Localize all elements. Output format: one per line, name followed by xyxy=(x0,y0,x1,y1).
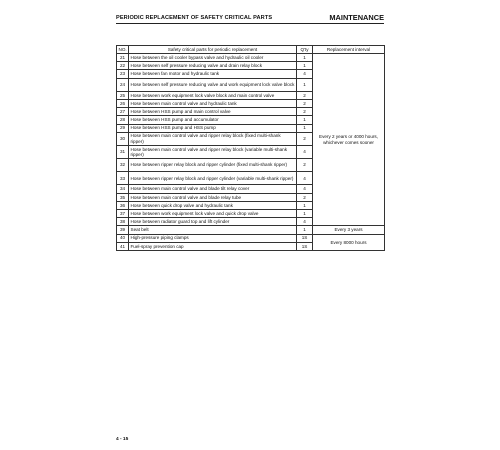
row-number: 40 xyxy=(117,234,129,242)
safety-parts-table xyxy=(116,45,385,251)
part-quantity: 2 xyxy=(297,193,313,201)
part-quantity: 1 xyxy=(297,201,313,209)
row-number: 23 xyxy=(117,70,129,78)
row-number: 37 xyxy=(117,210,129,218)
part-description: Hose between the oil cooler bypass valve and hydraulic oil cooler xyxy=(129,54,297,62)
interval-hoses: Every 2 years or 4000 hours, whichever comes sooner xyxy=(313,54,385,226)
table-row xyxy=(117,234,385,242)
part-description: Hose between work equipment lock valve and quick drop valve xyxy=(129,210,297,218)
part-description: Seat belt xyxy=(129,226,297,234)
part-description: Hose between main control valve and hydraulic tank xyxy=(129,99,297,107)
row-number: 28 xyxy=(117,116,129,124)
part-quantity: 1 xyxy=(297,116,313,124)
part-quantity: 1 xyxy=(297,210,313,218)
row-number: 38 xyxy=(117,218,129,226)
row-number: 36 xyxy=(117,201,129,209)
interval-seat-belt: Every 3 years xyxy=(313,226,385,234)
row-number: 39 xyxy=(117,226,129,234)
part-quantity: 2 xyxy=(297,159,313,172)
part-description: Hose between self pressure reducing valve and work equipment lock valve block xyxy=(129,78,297,91)
chapter-title: MAINTENANCE xyxy=(329,13,384,22)
column-header-parts: Safety critical parts for periodic replacement xyxy=(129,46,297,54)
part-quantity: 1 xyxy=(297,62,313,70)
part-quantity: 2 xyxy=(297,132,313,145)
header-rule xyxy=(116,23,384,24)
part-quantity: 4 xyxy=(297,145,313,158)
part-description: Hose between quick drop valve and hydraulic tank xyxy=(129,201,297,209)
part-quantity: 4 xyxy=(297,218,313,226)
part-description: Hose between main control valve and blade tilt relay cover xyxy=(129,185,297,193)
part-description: Hose between radiator guard top and lift cylinder xyxy=(129,218,297,226)
row-number: 35 xyxy=(117,193,129,201)
row-number: 22 xyxy=(117,62,129,70)
part-quantity: 1 xyxy=(297,124,313,132)
row-number: 41 xyxy=(117,242,129,250)
row-number: 32 xyxy=(117,159,129,172)
row-number: 30 xyxy=(117,132,129,145)
row-number: 33 xyxy=(117,172,129,185)
part-quantity: 1S xyxy=(297,242,313,250)
part-quantity: 1 xyxy=(297,54,313,62)
part-description: Hose between main control valve and blade relay tube xyxy=(129,193,297,201)
table-row xyxy=(117,226,385,234)
row-number: 34 xyxy=(117,185,129,193)
row-number: 29 xyxy=(117,124,129,132)
part-description: Hose between main control valve and ripper relay block (variable multi-shank ripper) xyxy=(129,145,297,158)
part-description: Hose between self pressure reducing valve and drain relay block xyxy=(129,62,297,70)
part-description: Hose between HSS pump and main control valve xyxy=(129,108,297,116)
part-quantity: 4 xyxy=(297,172,313,185)
part-description: Hose between main control valve and ripper relay block (fixed multi-shank ripper) xyxy=(129,132,297,145)
part-description: Hose between ripper relay block and ripper cylinder (fixed multi-shank ripper) xyxy=(129,159,297,172)
section-title: PERIODIC REPLACEMENT OF SAFETY CRITICAL PARTS xyxy=(116,15,273,21)
column-header-interval: Replacement interval xyxy=(313,46,385,54)
part-description: Fuel-spray prevention cap xyxy=(129,242,297,250)
row-number: 27 xyxy=(117,108,129,116)
table-header-row xyxy=(117,46,385,54)
column-header-qty: Q'ty xyxy=(297,46,313,54)
interval-piping: Every 8000 hours xyxy=(313,234,385,250)
row-number: 21 xyxy=(117,54,129,62)
part-quantity: 1 xyxy=(297,226,313,234)
part-description: Hose between ripper relay block and ripper cylinder (variable multi-shank ripper) xyxy=(129,172,297,185)
row-number: 31 xyxy=(117,145,129,158)
column-header-no: NO. xyxy=(118,46,127,52)
table-row xyxy=(117,54,385,62)
row-number: 26 xyxy=(117,99,129,107)
part-quantity: 4 xyxy=(297,185,313,193)
part-description: Hose between HSS pump and HSS pump xyxy=(129,124,297,132)
part-quantity: 4 xyxy=(297,70,313,78)
part-description: Hose between fan motor and hydraulic tank xyxy=(129,70,297,78)
part-quantity: 1S xyxy=(297,234,313,242)
row-number: 24 xyxy=(117,78,129,91)
part-quantity: 1 xyxy=(297,78,313,91)
part-description: Hose between HSS pump and accumulator xyxy=(129,116,297,124)
part-description: Hose between work equipment lock valve block and main control valve xyxy=(129,91,297,99)
part-quantity: 2 xyxy=(297,108,313,116)
part-quantity: 2 xyxy=(297,91,313,99)
part-quantity: 2 xyxy=(297,99,313,107)
page-number: 4 - 15 xyxy=(116,437,129,442)
row-number: 25 xyxy=(117,91,129,99)
part-description: High-pressure piping clamps xyxy=(129,234,297,242)
